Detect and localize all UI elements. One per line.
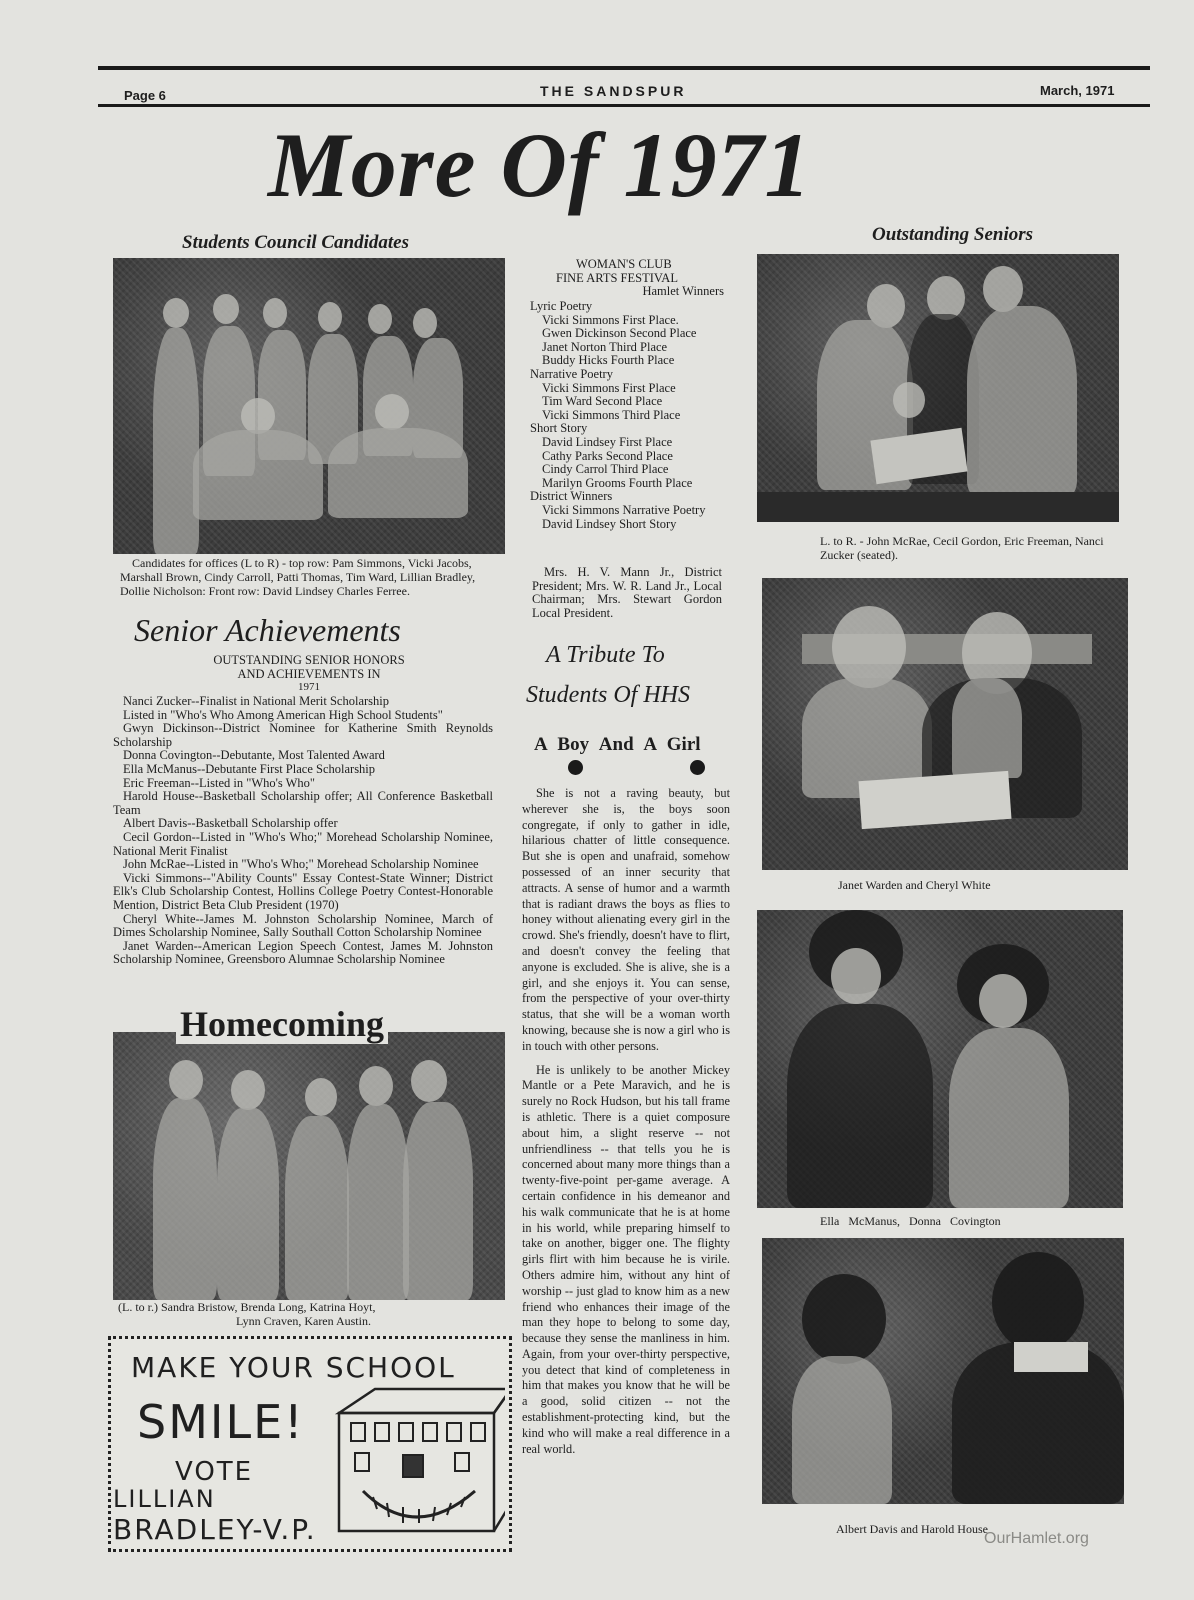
womans-club-header-2: FINE ARTS FESTIVAL xyxy=(556,270,678,285)
winners-line: David Lindsey Short Story xyxy=(542,516,677,531)
winners-line: Narrative Poetry xyxy=(530,366,613,381)
winners-line: Vicki Simmons First Place xyxy=(542,380,676,395)
outstanding-seniors-photo-4 xyxy=(762,1238,1124,1504)
achievement-item: Gwyn Dickinson--District Nominee for Katherine Smith Reynolds Scholarship xyxy=(113,721,493,749)
womans-club-winners xyxy=(530,300,725,531)
poster-line-4: LILLIAN xyxy=(113,1485,216,1513)
issue-date: March, 1971 xyxy=(1040,83,1115,98)
achievement-item: Janet Warden--American Legion Speech Contest, James M. Johnston Scholarship Nominee, Greensboro Alumnae Scholarship Nominee xyxy=(113,938,493,967)
homecoming-title: Homecoming xyxy=(176,1004,388,1044)
achievement-item: Harold House--Basketball Scholarship offer; All Conference Basketball Team xyxy=(113,789,493,817)
achievements-list xyxy=(113,695,493,967)
winners-line: Vicki Simmons Narrative Poetry xyxy=(542,502,706,517)
homecoming-photo xyxy=(113,1032,505,1300)
winners-line: Marilyn Grooms Fourth Place xyxy=(542,475,693,490)
winners-line: David Lindsey First Place xyxy=(542,434,673,449)
outstanding-seniors-photo-3 xyxy=(757,910,1123,1208)
achievements-year: 1971 xyxy=(298,681,320,694)
winners-line: Lyric Poetry xyxy=(530,299,593,313)
winners-line: Vicki Simmons First Place. xyxy=(542,312,679,327)
tribute-paragraph-girl: She is not a raving beauty, but wherever she is, the boys soon congregate, if only to gather in idle, hilarious chatter of little consequence. But she is open and unafraid, somehow possessed of an inner security that attracts. A sense of humor and a warmth that is radiant draws the boys as flies to honey without alienating every girl in the crowd. She's friendly, doesn't have to flirt, and doesn't convey the feeling that anyone is excluded. She is alive, she is a girl, and she enjoys it. You can sense, from the perspective of your over-thirty status, that she will be a woman worth knowing, because she is now a girl who is in touch with other persons. xyxy=(522,786,730,1053)
homecoming-caption-1: (L. to r.) Sandra Bristow, Brenda Long, Katrina Hoyt, xyxy=(118,1300,376,1314)
masthead-bottom-rule xyxy=(98,104,1150,107)
page-headline: More Of 1971 xyxy=(268,114,812,216)
poster-line-3: VOTE xyxy=(175,1457,254,1487)
seniors-caption-4: Albert Davis and Harold House xyxy=(836,1522,988,1536)
tribute-paragraph-boy: He is unlikely to be another Mickey Mantle or a Pete Maravich, and he is surely no Rock Hudson, but his tall frame is athletic. There is a quiet composure about him, a slight reserve -- not unfriendliness -- that tells you he is concerned about many more things than a twenty-five-point per-game average. A certain confidence in his demeanor and his walk communicate that he is at home in his world, while preparing himself to take on another, bigger one. The flighty girls flirt with him because he is virile. Others admire him, without any hint of worship -- just glad to know him as a new friend who enhances their image of the man they hope to belong to some day, because they sense the manliness in him. Again, from your over-thirty perspective, you detect that kind of completeness in him that makes you know that he will be a good, solid citizen -- not the establishment-protecting kind, but the kind who will make a real difference in a real world. xyxy=(522,1062,730,1456)
achievement-item: Donna Covington--Debutante, Most Talented Award xyxy=(123,748,385,763)
achievements-subtitle-1: OUTSTANDING SENIOR HONORS xyxy=(213,653,405,667)
achievement-item: Nanci Zucker--Finalist in National Merit Scholarship xyxy=(123,694,390,708)
tribute-title-1: A Tribute To xyxy=(546,642,665,668)
womans-club-header-1: WOMAN'S CLUB xyxy=(576,257,672,271)
outstanding-seniors-photo-1 xyxy=(757,254,1119,522)
achievement-item: John McRae--Listed in "Who's Who;" Morehead Scholarship Nominee xyxy=(123,857,479,872)
womans-club-officers: Mrs. H. V. Mann Jr., District President; Mrs. W. R. Land Jr., Local Chairman; Mrs. Stewart Gordon Local President. xyxy=(532,565,722,620)
tribute-body xyxy=(522,786,730,1465)
achievement-item: Albert Davis--Basketball Scholarship offer xyxy=(123,816,338,831)
achievement-item: Ella McManus--Debutante First Place Scholarship xyxy=(123,761,376,776)
council-caption: Candidates for offices (L to R) - top row: Pam Simmons, Vicki Jacobs, Marshall Brown, Cindy Carroll, Patti Thomas, Tim Ward, Lillian Bradley, Dollie Nicholson: Front row: David Lindsey Charles Ferree. xyxy=(120,556,476,598)
winners-line: Short Story xyxy=(530,421,588,436)
womans-club-header xyxy=(552,258,732,299)
achievements-subtitle-2: AND ACHIEVEMENTS IN xyxy=(237,666,381,681)
outstanding-seniors-photo-2 xyxy=(762,578,1128,870)
council-candidates-photo xyxy=(113,258,505,554)
winners-line: Buddy Hicks Fourth Place xyxy=(542,353,675,368)
smiling-school-drawing xyxy=(315,1353,505,1543)
senior-achievements-subtitle xyxy=(113,654,505,695)
winners-line: Cathy Parks Second Place xyxy=(542,448,673,463)
winners-line: Gwen Dickinson Second Place xyxy=(542,326,697,341)
poster-line-1: MAKE YOUR SCHOOL xyxy=(131,1351,456,1384)
page-number: Page 6 xyxy=(124,88,166,103)
seniors-caption-1: L. to R. - John McRae, Cecil Gordon, Eric Freeman, Nanci Zucker (seated). xyxy=(820,534,1104,562)
winners-line: Vicki Simmons Third Place xyxy=(542,407,681,422)
achievement-item: Cecil Gordon--Listed in "Who's Who;" Morehead Scholarship Nominee, National Merit Finalist xyxy=(113,829,493,858)
senior-achievements-title: Senior Achievements xyxy=(134,612,401,648)
tribute-subtitle: A Boy And A Girl xyxy=(534,734,701,755)
council-title: Students Council Candidates xyxy=(182,232,410,253)
masthead-top-rule xyxy=(98,66,1150,70)
achievement-item: Eric Freeman--Listed in "Who's Who" xyxy=(123,775,316,790)
outstanding-seniors-title: Outstanding Seniors xyxy=(872,224,1034,245)
achievement-item: Cheryl White--James M. Johnston Scholarship Nominee, March of Dimes Scholarship Nominee, Sally Southall Cotton Scholarship Nominee xyxy=(113,911,493,940)
achievement-item: Vicki Simmons--"Ability Counts" Essay Contest-State Winner; District Elk's Club Scholarship Contest, Hollins College Poetry Contest-Honorable Mention, District Beta Club President (1970) xyxy=(113,870,493,912)
tribute-title-2: Students Of HHS xyxy=(526,682,690,708)
source-watermark: OurHamlet.org xyxy=(984,1530,1089,1547)
bullet-dot-right xyxy=(690,760,705,775)
poster-line-2: SMILE! xyxy=(137,1395,305,1449)
achievement-item: Listed in "Who's Who Among American High School Students" xyxy=(123,707,443,722)
womans-club-header-3: Hamlet Winners xyxy=(642,284,724,299)
bullet-dot-left xyxy=(568,760,583,775)
winners-line: Janet Norton Third Place xyxy=(542,339,668,354)
seniors-caption-3: Ella McManus, Donna Covington xyxy=(820,1214,1001,1228)
homecoming-caption-2: Lynn Craven, Karen Austin. xyxy=(236,1314,371,1328)
winners-line: Tim Ward Second Place xyxy=(542,394,663,409)
paper-name: THE SANDSPUR xyxy=(540,83,687,99)
winners-line: Cindy Carrol Third Place xyxy=(542,462,669,477)
winners-line: District Winners xyxy=(530,489,613,504)
campaign-poster xyxy=(108,1336,512,1552)
poster-line-5: BRADLEY-V.P. xyxy=(113,1513,317,1546)
seniors-caption-2: Janet Warden and Cheryl White xyxy=(838,878,991,892)
